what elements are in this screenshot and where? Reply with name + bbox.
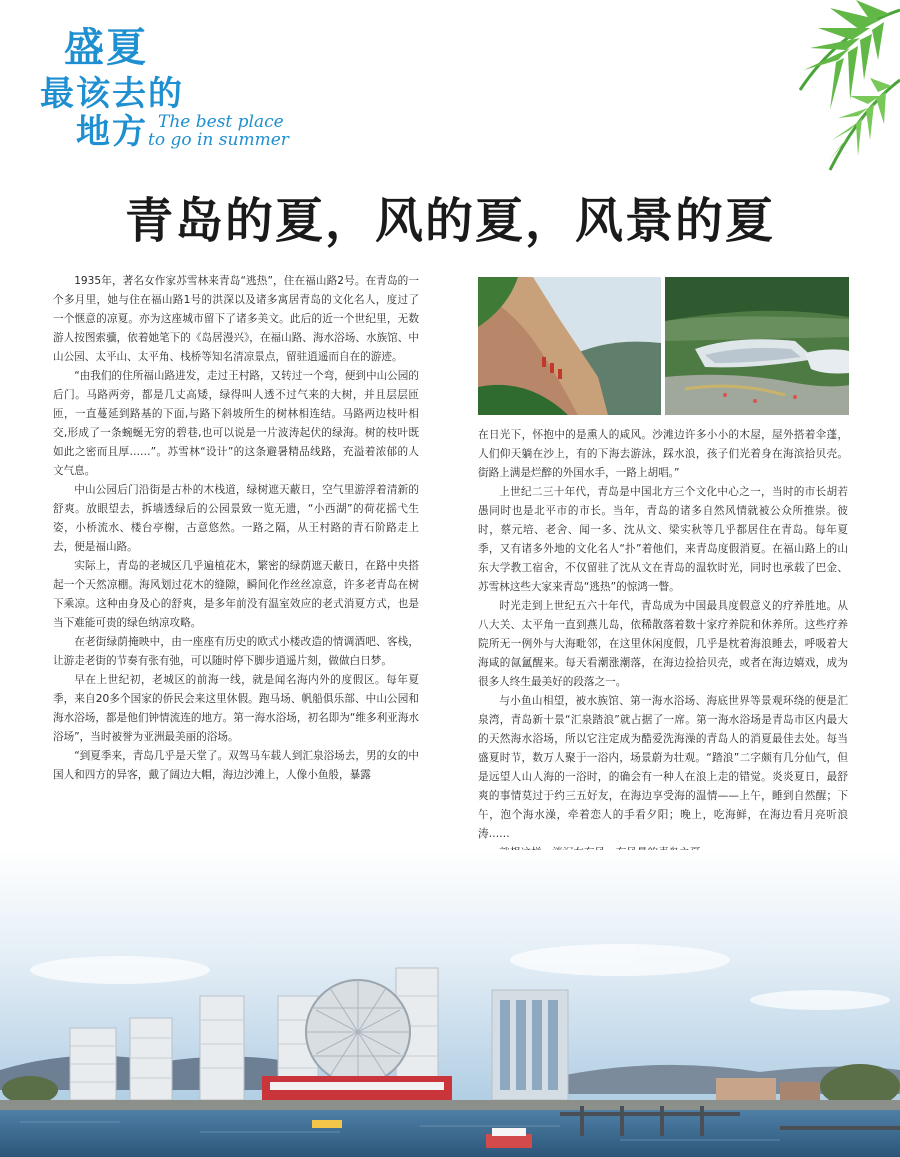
paragraph: 在老街绿荫掩映中，由一座座有历史的欧式小楼改造的情调酒吧、客栈，让游走老街的节奏有张有弛，可以随时停下脚步逍遥片刻，做做白日梦。 [53, 636, 419, 667]
logo-line-1: 盛夏 [64, 24, 148, 71]
rock-carving-mountain-photo [478, 277, 661, 415]
palm-leaf-decoration [760, 0, 900, 190]
logo-english-line-1: The best place [158, 112, 284, 132]
exhibition-hall-aerial-photo [665, 277, 849, 415]
paragraph: 1935年，著名女作家苏雪林来青岛“逃热”，住在福山路2号。在青岛的一个多月里，她与住在福山路1号的洪深以及诸多寓居青岛的文化名人，度过了一个惬意的凉夏。亦为这座城市留下了诸多美文。此后的近一个世纪里，无数游人按图索骥，依着她笔下的《岛居漫兴》，在福山路、海水浴场、水族馆、中山公园、太平山、太平角、栈桥等知名清凉景点，留驻逍遥而自在的游迹。 [53, 275, 419, 363]
paragraph: 中山公园后门沿街是古朴的木栈道，绿树遮天蔽日，空气里游浮着清新的舒爽。放眼望去，拆墙透绿后的公园景致一览无遗，“小西湖”的荷花摇弋生姿，小桥流水、楼台亭榭，古意悠然。一路之隔，从王村路的青石阶路走上去，便是福山路。 [53, 484, 419, 553]
paragraph: 上世纪二三十年代，青岛是中国北方三个文化中心之一，当时的市长胡若愚同时也是北平市的市长。当年，青岛的诸多自然风情就被公众所推崇。彼时，蔡元培、老舍、闻一多、沈从文、梁实秋等几乎都居住在青岛。每年夏季，又有诸多外地的文化名人“扑”着他们，来青岛度假消夏。在福山路上的山东大学教工宿舍，不仅留驻了沈从文在青岛的温软时光，同时也承载了巴金、苏雪林这些大家来青岛“逃热”的惊鸿一瞥。 [478, 486, 848, 593]
logo-english-line-2: to go in summer [148, 130, 289, 150]
paragraph: 时光走到上世纪五六十年代，青岛成为中国最具度假意义的疗养胜地。从八大关、太平角一直到燕儿岛，依稀散落着数十家疗养院和休养所。这些疗养院所无一例外与大海毗邻，在这里休闲度假，几乎是枕着海浪睡去，呼吸着大海咸的氤氲醒来。每天看潮涨潮落，在海边捡拾贝壳，或者在海边嬉戏，成为很多人终生最美好的段落之一。 [478, 600, 848, 688]
logo-line-2: 最该去的 [40, 74, 184, 114]
paragraph: 早在上世纪初，老城区的前海一线，就是闻名海内外的度假区。每年夏季，来自20多个国家的侨民会来这里休假。跑马场、帆船俱乐部、中山公园和海水浴场，都是他们钟情流连的地方。第一海水浴场，初名即为“维多利亚海水浴场”，当时被誉为亚洲最美丽的浴场。 [53, 674, 419, 743]
page-title: 青岛的夏，风的夏，风景的夏 [124, 193, 775, 249]
paragraph: “到夏季来，青岛几乎是天堂了。双驾马车载人到汇泉浴场去，男的女的中国人和四方的异客，戴了阔边大帽，海边沙滩上，人像小鱼般，暴露 [53, 750, 419, 781]
paragraph: 与小鱼山相望，被水族馆、第一海水浴场、海底世界等景观环绕的便是汇泉湾，青岛新十景“汇泉踏浪”就占据了一席。第一海水浴场是青岛市区内最大的天然海水浴场，所以它注定成为酷爱洗海澡的青岛人的消夏最佳去处。每当盛夏时节，数万人聚于一浴内，场景蔚为壮观。“踏浪”二字颇有几分仙气，但是远望人山人海的一浴时，的确会有一种人在浪上走的错觉。炎炎夏日，最舒爽的事情莫过于约三五好友，在海边享受海的温情——上午，睡到自然醒；下午，泡个海水澡，牵着恋人的手看夕阳；晚上，吃海鲜，在海边看月亮听浪涛…… [478, 695, 848, 840]
paragraph: 在日光下，怀抱中的是熏人的咸风。沙滩边许多小小的木屋，屋外搭着伞蓬，人们仰天躺在沙上，有的下海去游泳，踩水浪，孩子们光着身在海滨拾贝壳。街路上满是烂醉的外国水手，一路上胡唱。” [478, 429, 848, 479]
logo-line-3: 地方 [76, 112, 148, 152]
summer-logo [40, 12, 300, 152]
article-left-column [53, 272, 419, 785]
article-right-column [478, 426, 848, 863]
paragraph: “由我们的住所福山路进发，走过王村路，又转过一个弯，便到中山公园的后门。马路两旁，都是几丈高矮，绿得叫人透不过气来的大树，并且层层匝匝，一直蔓延到路基的下面,与路下斜坡所生的树林相连结。马路两边枝叶相交,形成了一条蜿蜒无穷的碧巷,也可以说是一片波涛起伏的绿海。树的枝叶既如此之密而且厚……”。苏雪林“设计”的这条避暑精品线路，充溢着浓郁的人文气息。 [53, 370, 419, 477]
waterfront-city-skyline-photo [0, 850, 900, 1157]
paragraph: 实际上，青岛的老城区几乎遍植花木，繁密的绿荫遮天蔽日，在路中央搭起一个天然凉棚。海风划过花木的缝隙，瞬间化作丝丝凉意，许多老青岛在树下乘凉。这种由身及心的舒爽，是多年前没有温室效应的老式消夏方式，也是当下难能可贵的绿色纳凉攻略。 [53, 560, 419, 629]
